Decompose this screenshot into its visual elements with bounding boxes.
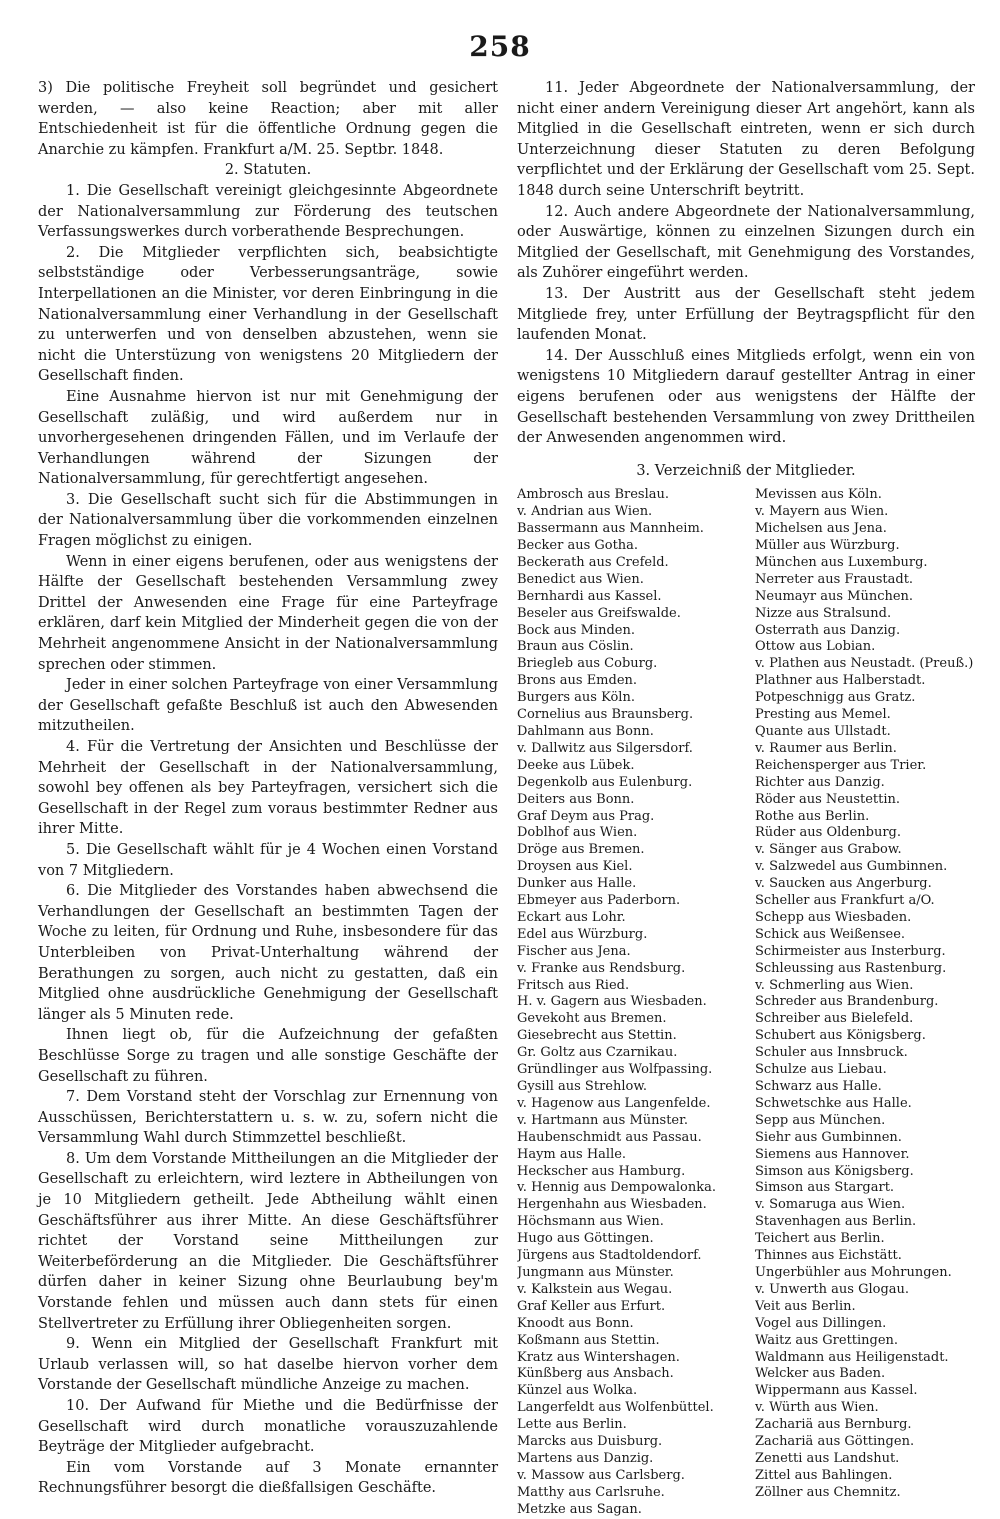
member-name: Thinnes aus Eichstätt. xyxy=(755,1248,902,1264)
paragraph: 4. Für die Vertretung der Ansichten und Beschlüsse der Mehrheit der Gesellschaft in der Nationalversammlung, sowohl bey offenen als bey Parteyfragen, versichert sich die Gesellschaft in der Regel zum voraus bestimmter Redner aus ihrer Mitte. xyxy=(38,739,498,838)
member-name: Simson aus Königsberg. xyxy=(755,1163,914,1179)
member-name: Droysen aus Kiel. xyxy=(517,859,633,875)
paragraph: Wenn in einer eigens berufenen, oder aus wenigstens der Hälfte der Gesellschaft bestehenden Versammlung zwey Drittel der Anwesenden eine Frage für eine Parteyfrage erklären, darf kein Mitglied der Minderheit gegen die von der Mehrheit angenommene Ansicht in der Nationalversammlung sprechen oder stimmen. xyxy=(38,553,498,673)
member-name: München aus Luxemburg. xyxy=(755,554,928,570)
member-name: Benedict aus Wien. xyxy=(517,571,644,587)
right-column-paragraphs xyxy=(517,78,975,449)
member-name: Ebmeyer aus Paderborn. xyxy=(517,893,681,909)
member-name: Edel aus Würzburg. xyxy=(517,926,648,942)
member-name: v. Dallwitz aus Silgersdorf. xyxy=(517,740,693,756)
member-name: Graf Keller aus Erfurt. xyxy=(517,1298,666,1314)
members-list-left xyxy=(517,487,755,1518)
member-name: Siehr aus Gumbinnen. xyxy=(755,1129,902,1145)
member-name: Nizze aus Stralsund. xyxy=(755,605,892,621)
member-name: Deiters aus Bonn. xyxy=(517,791,635,807)
member-name: Veit aus Berlin. xyxy=(755,1298,856,1314)
member-name: Waldmann aus Heiligenstadt. xyxy=(755,1349,949,1365)
member-name: Beseler aus Greifswalde. xyxy=(517,605,681,621)
member-name: Jungmann aus Münster. xyxy=(517,1264,674,1280)
member-name: Matthy aus Carlsruhe. xyxy=(517,1484,665,1500)
paragraph: Ihnen liegt ob, für die Aufzeichnung der gefaßten Beschlüsse Sorge zu tragen und alle sonstige Geschäfte der Gesellschaft zu führen. xyxy=(38,1027,498,1085)
member-name: Ungerbühler aus Mohrungen. xyxy=(755,1264,952,1280)
member-name: v. Andrian aus Wien. xyxy=(517,504,653,520)
member-name: Hugo aus Göttingen. xyxy=(517,1231,654,1247)
member-name: Lette aus Berlin. xyxy=(517,1417,627,1433)
member-name: Deeke aus Lübek. xyxy=(517,757,635,773)
page-number: 258 xyxy=(469,30,531,63)
member-name: Schick aus Weißensee. xyxy=(755,926,906,942)
member-name: v. Mayern aus Wien. xyxy=(755,504,889,520)
member-name: Simson aus Stargart. xyxy=(755,1180,895,1196)
members-heading: 3. Verzeichniß der Mitglieder. xyxy=(636,462,856,479)
member-name: Zenetti aus Landshut. xyxy=(755,1450,900,1466)
member-name: Bock aus Minden. xyxy=(517,622,635,638)
member-name: Schwetschke aus Halle. xyxy=(755,1095,912,1111)
member-name: Knoodt aus Bonn. xyxy=(517,1315,634,1331)
paragraph: 3) Die politische Freyheit soll begründet und gesichert werden, — also keine Reaction; aber mit aller Entschiedenheit ist für die öffentliche Ordnung gegen die Anarchie zu kämpfen. Frankfurt a/M. 25. Septbr. 1848. xyxy=(38,80,498,158)
left-column xyxy=(38,78,498,1499)
member-name: Bassermann aus Mannheim. xyxy=(517,521,704,537)
member-name: Schwarz aus Halle. xyxy=(755,1079,882,1094)
member-name: Waitz aus Grettingen. xyxy=(755,1332,899,1348)
paragraph: 5. Die Gesellschaft wählt für je 4 Wochen einen Vorstand von 7 Mitgliedern. xyxy=(38,841,498,879)
member-name: Künzel aus Wolka. xyxy=(517,1383,638,1399)
member-name: Degenkolb aus Eulenburg. xyxy=(517,774,693,790)
paragraph: 8. Um dem Vorstande Mittheilungen an die Mitglieder der Gesellschaft zu erleichtern, wird leztere in Abtheilungen von je 10 Mitgliedern getheilt. Jede Abtheilung wählt einen Geschäftsführer aus ihrer Mitte. An diese Geschäftsführer richtet der Vorstand seine Mittheilungen zur Weiterbeförderung an die Mitglieder. Die Geschäftsführer dürfen daher in keiner Sizung ohne Beurlaubung bey'm Vorstande fehlen und müssen auch dann stets für einen Stellvertreter zu Erfüllung ihrer Obliegenheiten sorgen. xyxy=(38,1150,498,1332)
member-name: Hergenhahn aus Wiesbaden. xyxy=(517,1197,707,1213)
member-name: Eckart aus Lohr. xyxy=(517,909,626,925)
member-name: Gründlinger aus Wolfpassing. xyxy=(517,1062,713,1078)
member-name: Zöllner aus Chemnitz. xyxy=(755,1484,901,1500)
member-name: Ambrosch aus Breslau. xyxy=(517,487,670,503)
member-name: Siemens aus Hannover. xyxy=(755,1146,910,1162)
member-name: Röder aus Neustettin. xyxy=(755,791,901,807)
paragraph: 10. Der Aufwand für Miethe und die Bedürfnisse der Gesellschaft wird durch monatliche vorauszuzahlende Beyträge der Mitglieder aufgebracht. xyxy=(38,1398,498,1456)
member-name: Schreder aus Brandenburg. xyxy=(755,994,939,1010)
paragraph: 7. Dem Vorstand steht der Vorschlag zur Ernennung von Ausschüssen, Berichterstattern u. s. w. zu, sofern nicht die Versammlung Wahl durch Stimmzettel beschließt. xyxy=(38,1089,498,1147)
member-name: Haym aus Halle. xyxy=(517,1146,627,1162)
member-name: Zachariä aus Göttingen. xyxy=(755,1434,915,1450)
member-name: Metzke aus Sagan. xyxy=(517,1501,642,1517)
member-name: Kratz aus Wintershagen. xyxy=(517,1349,680,1365)
member-name: Haubenschmidt aus Passau. xyxy=(517,1129,702,1145)
member-name: Stavenhagen aus Berlin. xyxy=(755,1214,917,1230)
member-name: Vogel aus Dillingen. xyxy=(755,1315,887,1331)
member-name: Schleussing aus Rastenburg. xyxy=(755,960,947,976)
member-name: Scheller aus Frankfurt a/O. xyxy=(755,893,935,909)
member-name: v. Hartmann aus Münster. xyxy=(517,1112,689,1128)
member-name: v. Salzwedel aus Gumbinnen. xyxy=(755,859,948,875)
members-list xyxy=(517,487,975,1518)
member-name: Bernhardi aus Kassel. xyxy=(517,588,662,604)
member-name: Schepp aus Wiesbaden. xyxy=(755,909,912,925)
member-name: v. Schmerling aus Wien. xyxy=(755,977,914,993)
member-name: Dunker aus Halle. xyxy=(517,876,637,892)
member-name: Teichert aus Berlin. xyxy=(755,1231,885,1247)
member-name: Dahlmann aus Bonn. xyxy=(517,723,654,739)
paragraph: 14. Der Ausschluß eines Mitglieds erfolgt, wenn ein von wenigstens 10 Mitgliedern darauf gestellter Antrag in einer eigens berufenen oder aus wenigstens der Hälfte der Gesellschaft bestehenden Versammlung von zwey Drittheilen der Anwesenden angenommen wird. xyxy=(517,347,975,447)
member-name: Beckerath aus Crefeld. xyxy=(517,554,669,570)
member-name: Quante aus Ullstadt. xyxy=(755,723,891,739)
member-name: Briegleb aus Coburg. xyxy=(517,656,658,672)
members-list-right xyxy=(755,487,975,1518)
member-name: Schubert aus Königsberg. xyxy=(755,1028,926,1044)
member-name: Höchsmann aus Wien. xyxy=(517,1214,664,1230)
member-name: Schirmeister aus Insterburg. xyxy=(755,943,946,959)
member-name: v. Würth aus Wien. xyxy=(755,1400,879,1416)
member-name: Gevekoht aus Bremen. xyxy=(517,1011,667,1027)
member-name: Fritsch aus Ried. xyxy=(517,977,630,993)
member-name: Burgers aus Köln. xyxy=(517,690,635,706)
member-name: Potpeschnigg aus Gratz. xyxy=(755,690,916,706)
member-name: Presting aus Memel. xyxy=(755,707,891,723)
member-name: Richter aus Danzig. xyxy=(755,774,885,790)
right-column xyxy=(517,78,975,1519)
paragraph: 12. Auch andere Abgeordnete der Nationalversammlung, oder Auswärtige, können zu einzelnen Sizungen durch ein Mitglied der Gesellschaft, mit Genehmigung des Vorstandes, als Zuhörer eingeführt werden. xyxy=(517,203,975,282)
member-name: Koßmann aus Stettin. xyxy=(517,1332,660,1348)
member-name: Gysill aus Strehlow. xyxy=(517,1079,648,1094)
member-name: Mevissen aus Köln. xyxy=(755,487,882,503)
paragraph: 6. Die Mitglieder des Vorstandes haben abwechsend die Verhandlungen der Gesellschaft an bestimmten Tagen der Woche zu leiten, für Ordnung und Ruhe, insbesondere für das Unterbleiben von Privat-Unterhaltung während der Berathungen zu sorgen, auch nicht zu gestatten, daß ein Mitglied ohne ausdrückliche Genehmigung der Gesellschaft länger als 5 Minuten rede. xyxy=(38,883,498,1023)
member-name: v. Unwerth aus Glogau. xyxy=(755,1281,910,1297)
member-name: Marcks aus Duisburg. xyxy=(517,1434,663,1450)
paragraph: 3. Die Gesellschaft sucht sich für die Abstimmungen in der Nationalversammlung über die vorkommenden einzelnen Fragen möglichst zu einigen. xyxy=(38,491,498,550)
member-name: Braun aus Cöslin. xyxy=(517,639,634,655)
member-name: Müller aus Würzburg. xyxy=(755,538,900,553)
member-name: v. Raumer aus Berlin. xyxy=(755,740,897,756)
paragraph: 11. Jeder Abgeordnete der Nationalversammlung, der nicht einer andern Vereinigung dieser Art angehört, kann als Mitglied in die Gesellschaft eintreten, wenn er sich durch Unterzeichnung dieser Statuten zu deren Befolgung verpflichtet und der Erklärung der Gesellschaft vom 25. Sept. 1848 durch seine Unterschrift beytritt. xyxy=(517,80,975,199)
paragraph: 2. Die Mitglieder verpflichten sich, beabsichtigte selbstständige oder Verbesserungsanträge, sowie Interpellationen an die Minister, vor deren Einbringung in die Nationalversammlung einer Verhandlung in der Gesellschaft zu unterwerfen und von denselben abzustehen, wenn sie nicht die Unterstüzung von wenigstens 20 Mitgliedern der Gesellschaft finden. xyxy=(38,244,498,385)
member-name: Rothe aus Berlin. xyxy=(755,808,870,824)
paragraph: Jeder in einer solchen Parteyfrage von einer Versammlung der Gesellschaft gefaßte Beschluß ist auch den Abwesenden mitzutheilen. xyxy=(38,677,498,735)
member-name: Sepp aus München. xyxy=(755,1112,886,1128)
member-name: Schulze aus Liebau. xyxy=(755,1062,887,1078)
member-name: Reichensperger aus Trier. xyxy=(755,757,927,773)
member-name: Gr. Goltz aus Czarnikau. xyxy=(517,1045,678,1061)
member-name: v. Massow aus Carlsberg. xyxy=(517,1467,685,1483)
member-name: Wippermann aus Kassel. xyxy=(755,1383,918,1399)
member-name: Osterrath aus Danzig. xyxy=(755,622,901,638)
member-name: Zittel aus Bahlingen. xyxy=(755,1467,893,1483)
member-name: Künßberg aus Ansbach. xyxy=(517,1366,674,1382)
member-name: Graf Deym aus Prag. xyxy=(517,808,655,824)
member-name: v. Franke aus Rendsburg. xyxy=(517,960,686,976)
member-name: Giesebrecht aus Stettin. xyxy=(517,1028,677,1044)
member-name: v. Saucken aus Angerburg. xyxy=(755,876,932,892)
member-name: Brons aus Emden. xyxy=(517,673,638,689)
member-name: Nerreter aus Fraustadt. xyxy=(755,571,914,587)
member-name: Langerfeldt aus Wolfenbüttel. xyxy=(517,1400,714,1416)
member-name: Dröge aus Bremen. xyxy=(517,842,645,858)
member-name: H. v. Gagern aus Wiesbaden. xyxy=(517,994,707,1010)
member-name: v. Somaruga aus Wien. xyxy=(755,1197,906,1213)
section-heading: 2. Statuten. xyxy=(224,162,312,179)
member-name: Zachariä aus Bernburg. xyxy=(755,1417,912,1433)
paragraph: Ein vom Vorstande auf 3 Monate ernannter Rechnungsführer besorgt die dießfallsigen Geschäfte. xyxy=(38,1459,498,1497)
member-name: Doblhof aus Wien. xyxy=(517,825,638,841)
member-name: v. Hennig aus Dempowalonka. xyxy=(517,1180,716,1196)
member-name: Heckscher aus Hamburg. xyxy=(517,1163,686,1179)
member-name: Cornelius aus Braunsberg. xyxy=(517,707,694,723)
member-name: v. Hagenow aus Langenfelde. xyxy=(517,1095,711,1111)
member-name: Welcker aus Baden. xyxy=(755,1366,886,1382)
paragraph: 9. Wenn ein Mitglied der Gesellschaft Frankfurt mit Urlaub verlassen will, so hat daselbe hiervon vorher dem Vorstande der Gesellschaft mündliche Anzeige zu machen. xyxy=(38,1336,498,1394)
member-name: Michelsen aus Jena. xyxy=(755,521,887,537)
member-name: Schreiber aus Bielefeld. xyxy=(755,1011,914,1027)
paragraph: 13. Der Austritt aus der Gesellschaft steht jedem Mitgliede frey, unter Erfüllung der Beytragspflicht für den laufenden Monat. xyxy=(517,285,975,344)
member-name: Fischer aus Jena. xyxy=(517,943,631,959)
member-name: Jürgens aus Stadtoldendorf. xyxy=(517,1248,702,1264)
member-name: Becker aus Gotha. xyxy=(517,538,639,553)
member-name: Martens aus Danzig. xyxy=(517,1450,654,1466)
member-name: Rüder aus Oldenburg. xyxy=(755,825,902,841)
member-name: v. Sänger aus Grabow. xyxy=(755,842,902,858)
member-name: Plathner aus Halberstadt. xyxy=(755,673,926,689)
paragraph: 1. Die Gesellschaft vereinigt gleichgesinnte Abgeordnete der Nationalversammlung zur Förderung des teutschen Verfassungswerkes durch vorberathende Besprechungen. xyxy=(38,182,498,241)
paragraph: Eine Ausnahme hiervon ist nur mit Genehmigung der Gesellschaft zuläßig, und wird außerdem nur in unvorhergesehenen dringenden Fällen, und im Verlaufe der Verhandlungen während der Sizungen der Nationalversammlung, für gerechtfertigt angesehen. xyxy=(38,388,498,488)
member-name: Ottow aus Lobian. xyxy=(755,639,876,655)
member-name: v. Kalkstein aus Wegau. xyxy=(517,1281,673,1297)
member-name: Schuler aus Innsbruck. xyxy=(755,1045,908,1061)
member-name: Neumayr aus München. xyxy=(755,588,914,604)
member-name: v. Plathen aus Neustadt. (Preuß.) xyxy=(755,656,974,672)
